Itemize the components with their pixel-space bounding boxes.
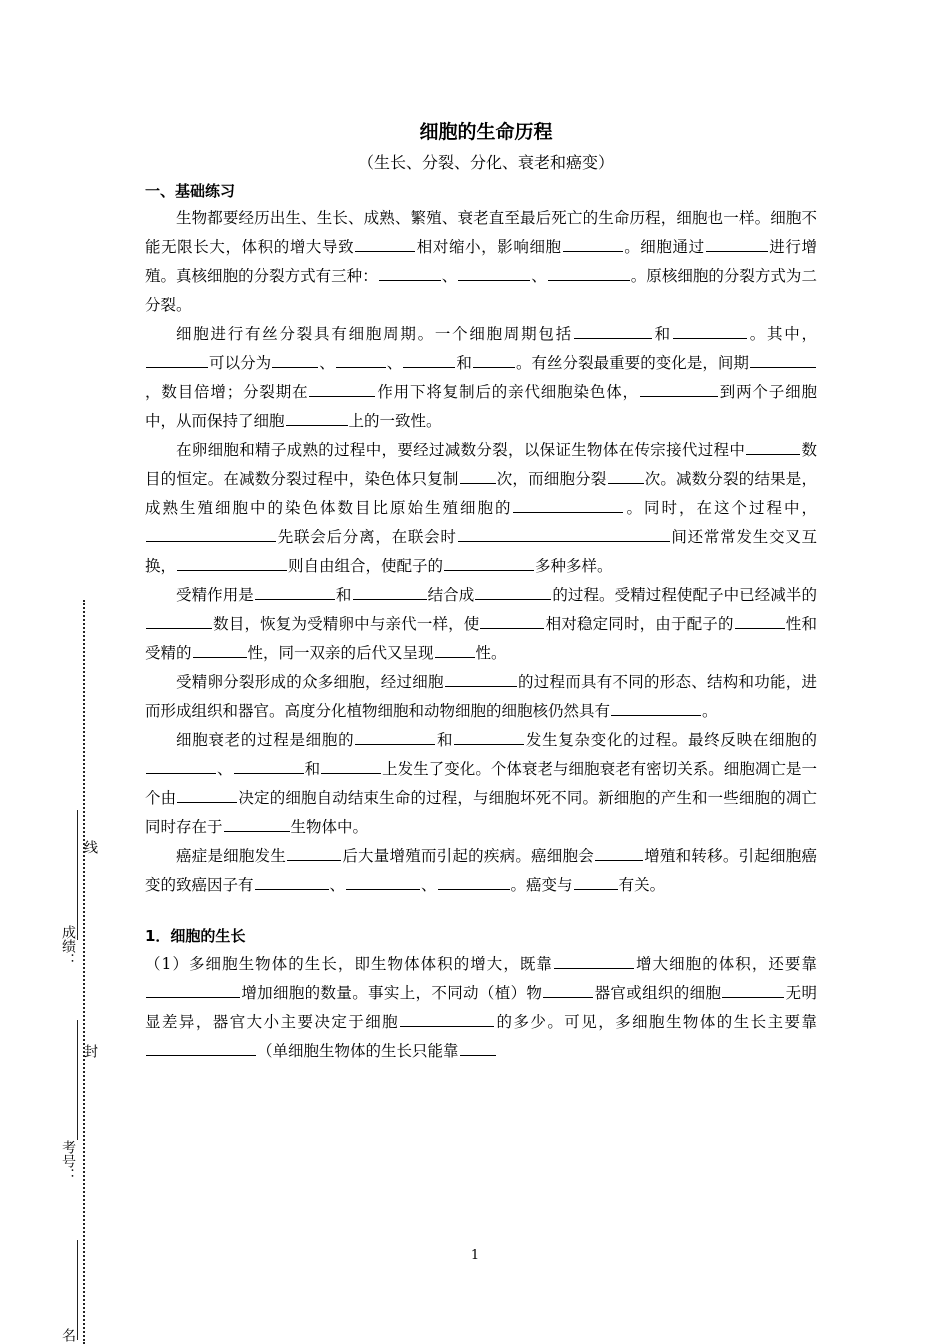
answer-blank[interactable] [272,352,318,369]
paragraph-text: 生物都要经历出生、生长、成熟、繁殖、衰老直至最后死亡的生命历程，细胞也一样。细胞不能无限长大，体积的增大导致 [145,209,817,256]
answer-blank[interactable] [460,468,496,485]
page-number: 1 [470,1248,480,1263]
page-title: 细胞的生命历程 [419,121,553,143]
paragraph-text: 生物体中。 [290,818,369,836]
answer-blank[interactable] [543,982,593,999]
paragraph-text: 增大细胞的体积，还要靠 [634,955,817,973]
answer-blank[interactable] [177,555,287,572]
answer-blank[interactable] [146,352,208,369]
answer-blank[interactable] [473,352,515,369]
page-subtitle: （生长、分裂、分化、衰老和癌变） [357,153,614,172]
paragraph-text: 进行增殖。真核细胞的分裂方式有三种： [145,238,817,285]
answer-blank[interactable] [554,953,634,970]
paragraph-text: 性和受精的 [145,615,817,662]
answer-blank[interactable] [574,323,652,340]
answer-blank[interactable] [146,982,240,999]
answer-blank[interactable] [454,729,524,746]
answer-blank[interactable] [286,410,348,427]
paragraph-text: 增加细胞的数量。事实上，不同动（植）物 [241,984,543,1002]
paragraph-text: 、 [531,267,547,285]
margin-score-label: 成绩： [60,925,76,967]
paragraph-text: 、 [217,760,233,778]
paragraph-text: 上发生了变化。个体衰老与细胞衰老有密切关系。细胞凋亡是一个由 [145,760,817,807]
answer-blank[interactable] [458,265,530,282]
paragraph-text: 则自由组合，使配子的 [288,557,444,575]
paragraph-text: 。细胞通过 [623,238,705,256]
paragraph-text: 间还常常发生交叉互换， [145,528,817,575]
worksheet-content [145,118,817,1066]
paragraph-text: 细胞进行有丝分裂具有细胞周期。一个细胞周期包括 [176,325,573,343]
paragraph-text: 上的一致性。 [348,412,442,430]
margin-id-label: 考号： [60,1140,76,1182]
paragraph-text: 。 [702,702,718,720]
paragraph-text: 和 [436,731,454,749]
paragraph-text: 增殖和转移。引起细胞癌变的致癌因子有 [145,847,817,894]
paragraph-text: 后大量增殖而引起的疾病。癌细胞会 [342,847,594,865]
paragraph-text: 有关。 [618,876,666,894]
answer-blank[interactable] [309,381,375,398]
paragraph-text: 和 [456,354,472,372]
practice-paragraph-1 [145,204,817,320]
answer-blank[interactable] [608,468,644,485]
paragraph-text: 、 [441,267,458,285]
practice-paragraph-2 [145,320,817,436]
paragraph-text: 。其中， [747,325,817,343]
paragraph-text: 相对缩小，影响细胞 [416,238,562,256]
practice-paragraph-3 [145,436,817,581]
paragraph-text: 先联会后分离，在联会时 [277,528,457,546]
answer-blank[interactable] [640,381,718,398]
paragraph-text: 次。减数分裂的结果是，成熟生殖细胞中的染色体数目比原始生殖细胞的 [145,470,817,517]
binding-margin [52,600,102,1344]
margin-line-label: 线 [82,840,98,854]
answer-blank[interactable] [513,497,623,514]
paragraph-text: 无明显差异，器官大小主要决定于细胞 [145,984,817,1031]
answer-blank[interactable] [379,265,441,282]
answer-blank[interactable] [746,439,800,456]
answer-blank[interactable] [321,758,381,775]
answer-blank[interactable] [458,526,670,543]
answer-blank[interactable] [146,526,276,543]
paragraph-text: 性。 [475,644,507,662]
answer-blank[interactable] [346,874,420,891]
margin-seal-label: 封 [82,1044,98,1058]
paragraph-text: 受精卵分裂形成的众多细胞，经过细胞 [176,673,444,691]
answer-blank[interactable] [355,729,435,746]
paragraph-text: 数目的恒定。在减数分裂过程中，染色体只复制 [145,441,817,488]
paragraph-text: ，数目倍增；分裂期在 [145,383,309,401]
paragraph-text: 细胞衰老的过程是细胞的 [176,731,355,749]
answer-blank[interactable] [177,787,237,804]
paragraph-text: 多种多样。 [535,557,613,575]
paragraph-text: （单细胞生物体的生长只能靠 [257,1042,459,1060]
practice-paragraph-6 [145,726,817,842]
paragraph-text: 受精作用是 [176,586,254,604]
answer-blank[interactable] [480,613,544,630]
practice-paragraph-7 [145,842,817,900]
paragraph-text: 作用下将复制后的亲代细胞染色体， [376,383,639,401]
answer-blank[interactable] [193,642,247,659]
answer-blank[interactable] [722,982,784,999]
paragraph-text: 癌症是细胞发生 [176,847,287,865]
paragraph-text: 。同时，在这个过程中， [624,499,817,517]
section-heading-basic-practice: 一、基础练习 [145,182,236,200]
paragraph-text: 可以分为 [209,354,272,372]
answer-blank[interactable] [234,758,304,775]
answer-blank[interactable] [353,584,427,601]
paragraph-text: 相对稳定同时，由于配子的 [545,615,734,633]
answer-blank[interactable] [548,265,630,282]
answer-blank[interactable] [611,700,701,717]
spacer [145,900,817,922]
paragraph-text: 性，同一双亲的后代又呈现 [247,644,434,662]
paragraph-text: 和 [304,760,321,778]
paragraph-text: （1）多细胞生物体的生长，即生物体体积的增大，既靠 [145,955,553,973]
paragraph-text: 器官或组织的细胞 [594,984,722,1002]
paragraph-text: 。有丝分裂最重要的变化是，间期 [515,354,749,372]
paragraph-text: 、 [329,876,346,894]
id-write-line [77,1020,78,1140]
answer-blank[interactable] [255,584,335,601]
paragraph-text: 的过程而具有不同的形态、结构和功能，进而形成组织和器官。高度分化植物细胞和动物细胞的细胞核仍然具有 [145,673,817,720]
answer-blank[interactable] [255,874,329,891]
practice-paragraph-5 [145,668,817,726]
practice-paragraph-4 [145,581,817,668]
answer-blank[interactable] [673,323,747,340]
subsection-heading-cell-growth: 1．细胞的生长 [145,927,246,945]
answer-blank[interactable] [336,352,386,369]
answer-blank[interactable] [444,555,534,572]
paragraph-text: 结合成 [427,586,475,604]
answer-blank[interactable] [146,758,216,775]
answer-blank[interactable] [400,1011,494,1028]
paragraph-text: 、 [386,354,403,372]
paragraph-text: 和 [652,325,672,343]
answer-blank[interactable] [355,236,415,253]
paragraph-text: 的多少。可见，多细胞生物体的生长主要靠 [495,1013,817,1031]
answer-blank[interactable] [460,1040,496,1057]
answer-blank[interactable] [563,236,623,253]
paragraph-text: 发生复杂变化的过程。最终反映在细胞的 [525,731,817,749]
answer-blank[interactable] [146,1040,256,1057]
answer-blank[interactable] [750,352,816,369]
paragraph-text: 。癌变与 [510,876,573,894]
paragraph-text: 次，而细胞分裂 [496,470,607,488]
answer-blank[interactable] [445,671,517,688]
score-write-line [77,810,78,940]
answer-blank[interactable] [475,584,551,601]
answer-blank[interactable] [438,874,510,891]
answer-blank[interactable] [735,613,785,630]
fill-in-paragraphs [145,204,817,900]
paragraph-text: 、 [421,876,437,894]
answer-blank[interactable] [224,816,290,833]
paragraph-text: 数目，恢复为受精卵中与亲代一样，使 [213,615,480,633]
paragraph-text: 在卵细胞和精子成熟的过程中，要经过减数分裂，以保证生物体在传宗接代过程中 [176,441,746,459]
answer-blank[interactable] [146,613,212,630]
answer-blank[interactable] [574,874,618,891]
margin-bottom-label: 名 [60,1328,76,1342]
binding-dotted-line [83,600,85,1344]
paragraph-text: 决定的细胞自动结束生命的过程，与细胞坏死不同。新细胞的产生和一些细胞的凋亡同时存在于 [145,789,817,836]
paragraph-text: 、 [319,354,335,372]
answer-blank[interactable] [287,845,341,862]
answer-blank[interactable] [403,352,455,369]
paragraph-text: 。原核细胞的分裂方式为二分裂。 [145,267,817,314]
paragraph-text: 的过程。受精过程使配子中已经减半的 [552,586,817,604]
paragraph-text: 到两个子细胞中，从而保持了细胞 [145,383,817,430]
answer-blank[interactable] [595,845,643,862]
answer-blank[interactable] [435,642,475,659]
cell-growth-paragraph [145,950,817,1066]
paragraph-text: 和 [335,586,352,604]
answer-blank[interactable] [706,236,768,253]
